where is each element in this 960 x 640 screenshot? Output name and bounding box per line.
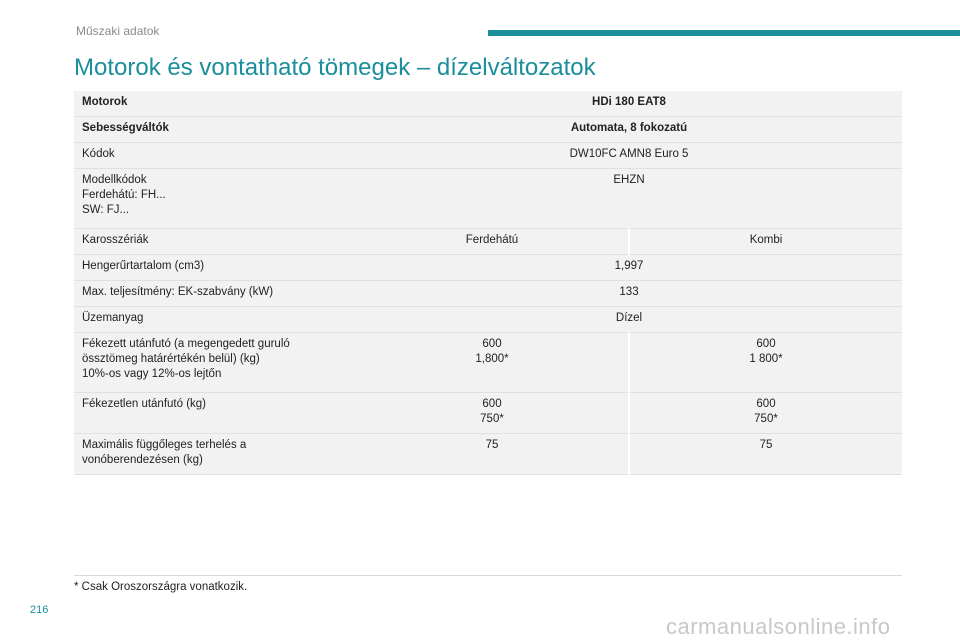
row-value: 133 — [356, 281, 902, 307]
row-label: Modellkódok Ferdehátú: FH... SW: FJ... — [74, 169, 356, 229]
table-row — [74, 229, 902, 255]
row-value-estate: 600 750* — [629, 393, 902, 434]
row-label: Fékezett utánfutó (a megengedett guruló össztömeg határértékén belül) (kg) 10%-os vagy 12%-os lejtőn — [74, 333, 356, 393]
row-value-hatchback: 600 1,800* — [356, 333, 629, 393]
row-label: Hengerűrtartalom (cm3) — [74, 255, 356, 281]
row-value-hatchback: Ferdehátú — [356, 229, 629, 255]
table-row — [74, 169, 902, 229]
table-row — [74, 333, 902, 393]
page-number: 216 — [30, 604, 49, 616]
page-title: Motorok és vontatható tömegek – dízelváltozatok — [74, 54, 596, 81]
row-value: DW10FC AMN8 Euro 5 — [356, 143, 902, 169]
header-accent-bar — [488, 30, 960, 36]
row-value-hatchback: 75 — [356, 434, 629, 475]
row-value-estate: 75 — [629, 434, 902, 475]
table-row — [74, 255, 902, 281]
row-label: Motorok — [74, 91, 356, 117]
footnote-divider — [74, 575, 902, 576]
row-value: Dízel — [356, 307, 902, 333]
row-value: 1,997 — [356, 255, 902, 281]
table-row — [74, 91, 902, 117]
row-label: Max. teljesítmény: EK-szabvány (kW) — [74, 281, 356, 307]
table-row — [74, 117, 902, 143]
watermark: carmanualsonline.info — [666, 614, 891, 639]
row-value-estate: Kombi — [629, 229, 902, 255]
table-row — [74, 143, 902, 169]
footnote: * Csak Oroszországra vonatkozik. — [74, 581, 248, 593]
row-value: Automata, 8 fokozatú — [356, 117, 902, 143]
row-value-estate: 600 1 800* — [629, 333, 902, 393]
row-label: Sebességváltók — [74, 117, 356, 143]
row-value: HDi 180 EAT8 — [356, 91, 902, 117]
section-label: Műszaki adatok — [76, 24, 160, 38]
table-row — [74, 307, 902, 333]
row-label: Maximális függőleges terhelés a vonóberendezésen (kg) — [74, 434, 356, 475]
row-label: Karosszériák — [74, 229, 356, 255]
row-value: EHZN — [356, 169, 902, 229]
row-label: Üzemanyag — [74, 307, 356, 333]
row-label: Fékezetlen utánfutó (kg) — [74, 393, 356, 434]
row-label: Kódok — [74, 143, 356, 169]
table-row — [74, 281, 902, 307]
table-row — [74, 393, 902, 434]
table-row — [74, 434, 902, 475]
row-value-hatchback: 600 750* — [356, 393, 629, 434]
spec-table — [74, 91, 902, 475]
